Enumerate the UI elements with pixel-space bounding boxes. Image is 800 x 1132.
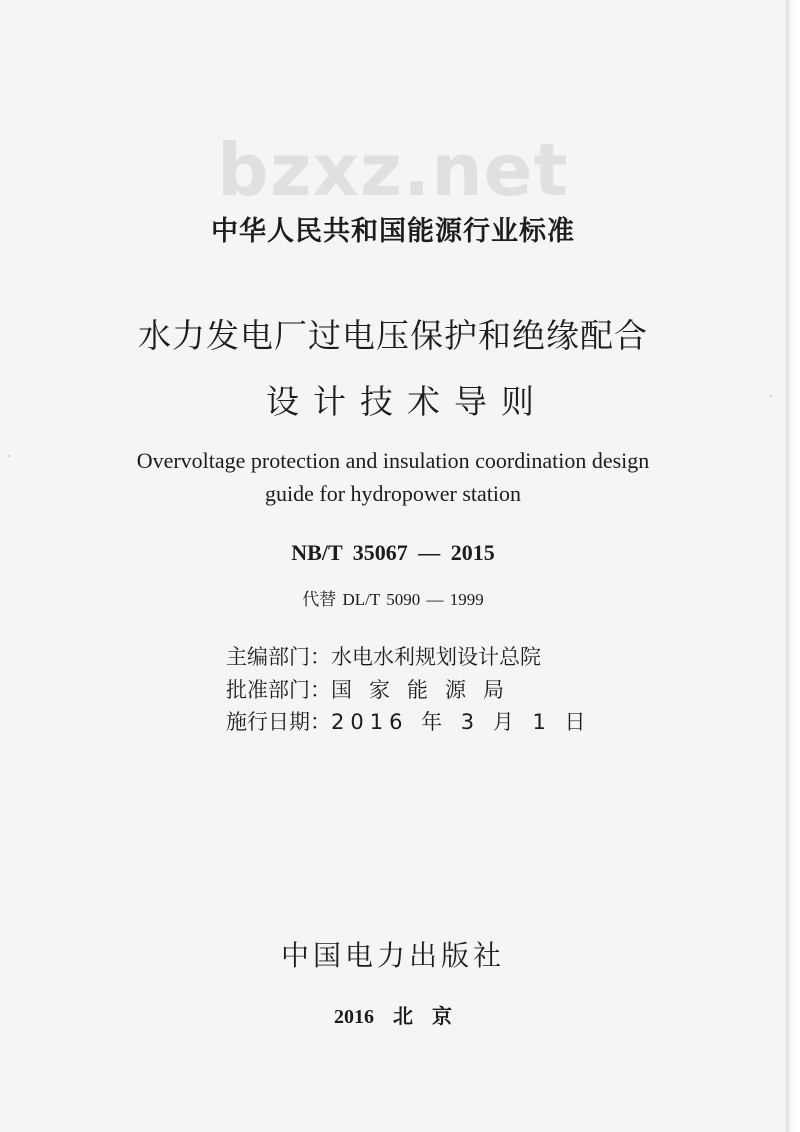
date-label: 施行日期： xyxy=(226,710,331,734)
publisher-name: 中国电力出版社 xyxy=(280,939,505,972)
approver-row xyxy=(226,674,521,704)
editor-value: 水电水利规划设计总院 xyxy=(331,645,541,669)
replaces-note: 代替 DL/T 5090 — 1999 xyxy=(302,590,484,609)
page-edge-shadow xyxy=(786,0,800,1132)
editor-row xyxy=(226,641,541,671)
watermark: bzxz.net xyxy=(217,128,569,212)
date-value: 2016 年 3 月 1 日 xyxy=(331,710,592,734)
paper-speck xyxy=(770,395,772,397)
title-en-line1: Overvoltage protection and insulation coordination design xyxy=(136,448,650,473)
effective-date-row xyxy=(226,706,592,736)
standard-org-heading: 中华人民共和国能源行业标准 xyxy=(211,216,575,247)
title-cn-line2: 设计技术导则 xyxy=(266,382,548,421)
paper-speck xyxy=(8,455,10,457)
standard-code: NB/T 35067 — 2015 xyxy=(291,540,495,565)
approver-value: 国家能源局 xyxy=(331,678,521,702)
approver-label: 批准部门： xyxy=(226,678,331,702)
editor-label: 主编部门： xyxy=(226,645,331,669)
title-en-line2: guide for hydropower station xyxy=(265,481,521,506)
title-cn-line1: 水力发电厂过电压保护和绝缘配合 xyxy=(138,316,648,355)
publication-year-place: 2016 北 京 xyxy=(334,1006,452,1028)
